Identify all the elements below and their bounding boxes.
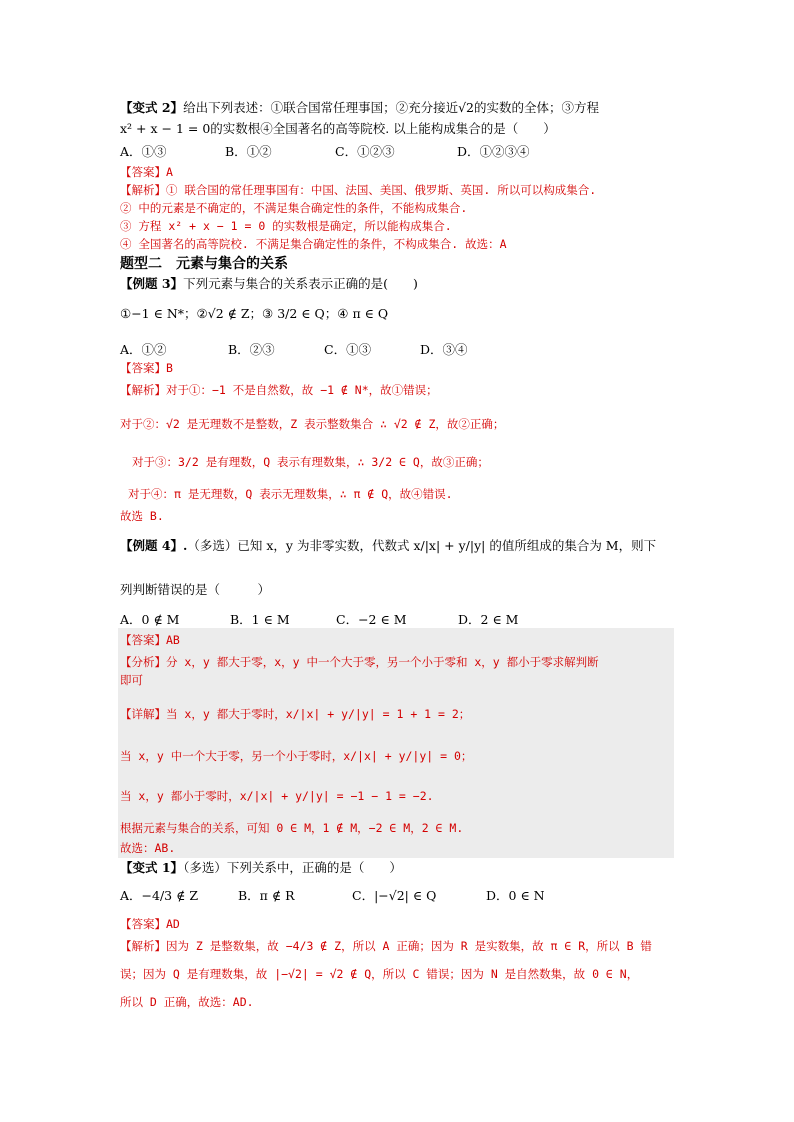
example4-detail-5: 故选：AB. bbox=[120, 841, 176, 855]
variant1-analysis-3: 所以 D 正确，故选：AD. bbox=[120, 995, 254, 1009]
section-heading: 题型二 元素与集合的关系 bbox=[120, 256, 288, 272]
example3-analysis-1: 【解析】对于①：−1 不是自然数，故 −1 ∉ N*，故①错误； bbox=[120, 383, 438, 397]
example4-question-line2: 列判断错误的是（ ） bbox=[120, 582, 271, 597]
variant2-analysis-3: ③ 方程 x² + x − 1 = 0 的实数根是确定，所以能构成集合. bbox=[120, 219, 452, 233]
example4-analysis-1: 【分析】分 x，y 都大于零，x，y 中一个大于零，另一个小于零和 x，y 都小于零求解判断 bbox=[120, 655, 599, 669]
variant2-analysis-2: ② 中的元素是不确定的，不满足集合确定性的条件，不能构成集合. bbox=[120, 201, 468, 215]
variant2-options: A．①③ B．①② C．①②③ D．①②③④ bbox=[120, 144, 530, 159]
example4-answer: 【答案】AB bbox=[120, 633, 180, 647]
example3-items: ①−1 ∈ N*；②√2 ∉ Z；③ 3/2 ∈ Q；④ π ∈ Q bbox=[120, 306, 389, 321]
example3-analysis-2: 对于②：√2 是无理数不是整数，Z 表示整数集合 ∴ √2 ∉ Z，故②正确； bbox=[120, 417, 505, 431]
variant1-analysis-1: 【解析】因为 Z 是整数集，故 −4/3 ∉ Z，所以 A 正确；因为 R 是实数集，故 π ∈ R，所以 B 错 bbox=[120, 939, 652, 953]
variant2-analysis-4: ④ 全国著名的高等院校. 不满足集合确定性的条件，不构成集合. 故选：A bbox=[120, 237, 507, 251]
example4-options: A．0 ∉ M B．1 ∈ M C．−2 ∈ M D．2 ∈ M bbox=[120, 612, 519, 627]
example3-options: A．①② B．②③ C．①③ D．③④ bbox=[120, 342, 468, 357]
variant1-question: 【变式 1】（多选）下列关系中，正确的是（ ） bbox=[120, 860, 402, 875]
example4-analysis-2: 即可 bbox=[120, 673, 143, 687]
example3-analysis-4: 对于④：π 是无理数，Q 表示无理数集，∴ π ∉ Q，故④错误. bbox=[128, 487, 453, 501]
example3-analysis-3: 对于③：3/2 是有理数，Q 表示有理数集，∴ 3/2 ∈ Q，故③正确； bbox=[132, 455, 489, 469]
variant2-question-line2: x² + x − 1 = 0的实数根④全国著名的高等院校. 以上能构成集合的是（ ） bbox=[120, 121, 556, 136]
variant2-analysis-1: 【解析】① 联合国的常任理事国有：中国、法国、美国、俄罗斯、英国. 所以可以构成集合. bbox=[120, 183, 597, 197]
example4-detail-2: 当 x，y 中一个大于零，另一个小于零时，x/|x| + y/|y| = 0； bbox=[120, 749, 473, 763]
example4-question-line1: 【例题 4】.（多选）已知 x，y 为非零实数，代数式 x/|x| + y/|y| 的值所组成的集合为 M，则下 bbox=[120, 538, 657, 553]
example4-detail-3: 当 x，y 都小于零时，x/|x| + y/|y| = −1 − 1 = −2. bbox=[120, 789, 434, 803]
variant2-answer: 【答案】A bbox=[120, 165, 173, 179]
variant1-answer: 【答案】AD bbox=[120, 917, 180, 931]
variant2-question-line1: 【变式 2】给出下列表述：①联合国常任理事国；②充分接近√2的实数的全体；③方程 bbox=[120, 100, 599, 115]
example4-detail-1: 【详解】当 x，y 都大于零时，x/|x| + y/|y| = 1 + 1 = 2； bbox=[120, 707, 471, 721]
example3-conclusion: 故选 B. bbox=[120, 509, 164, 523]
example3-question: 【例题 3】下列元素与集合的关系表示正确的是( ) bbox=[120, 276, 418, 291]
variant1-options: A．−4/3 ∉ Z B．π ∉ R C．|−√2| ∈ Q D．0 ∈ N bbox=[120, 888, 545, 903]
example4-detail-4: 根据元素与集合的关系，可知 0 ∈ M，1 ∉ M，−2 ∈ M，2 ∈ M. bbox=[120, 821, 464, 835]
variant1-analysis-2: 误；因为 Q 是有理数集，故 |−√2| = √2 ∉ Q，所以 C 错误；因为 N 是自然数集，故 0 ∈ N， bbox=[120, 967, 639, 981]
example3-answer: 【答案】B bbox=[120, 361, 173, 375]
